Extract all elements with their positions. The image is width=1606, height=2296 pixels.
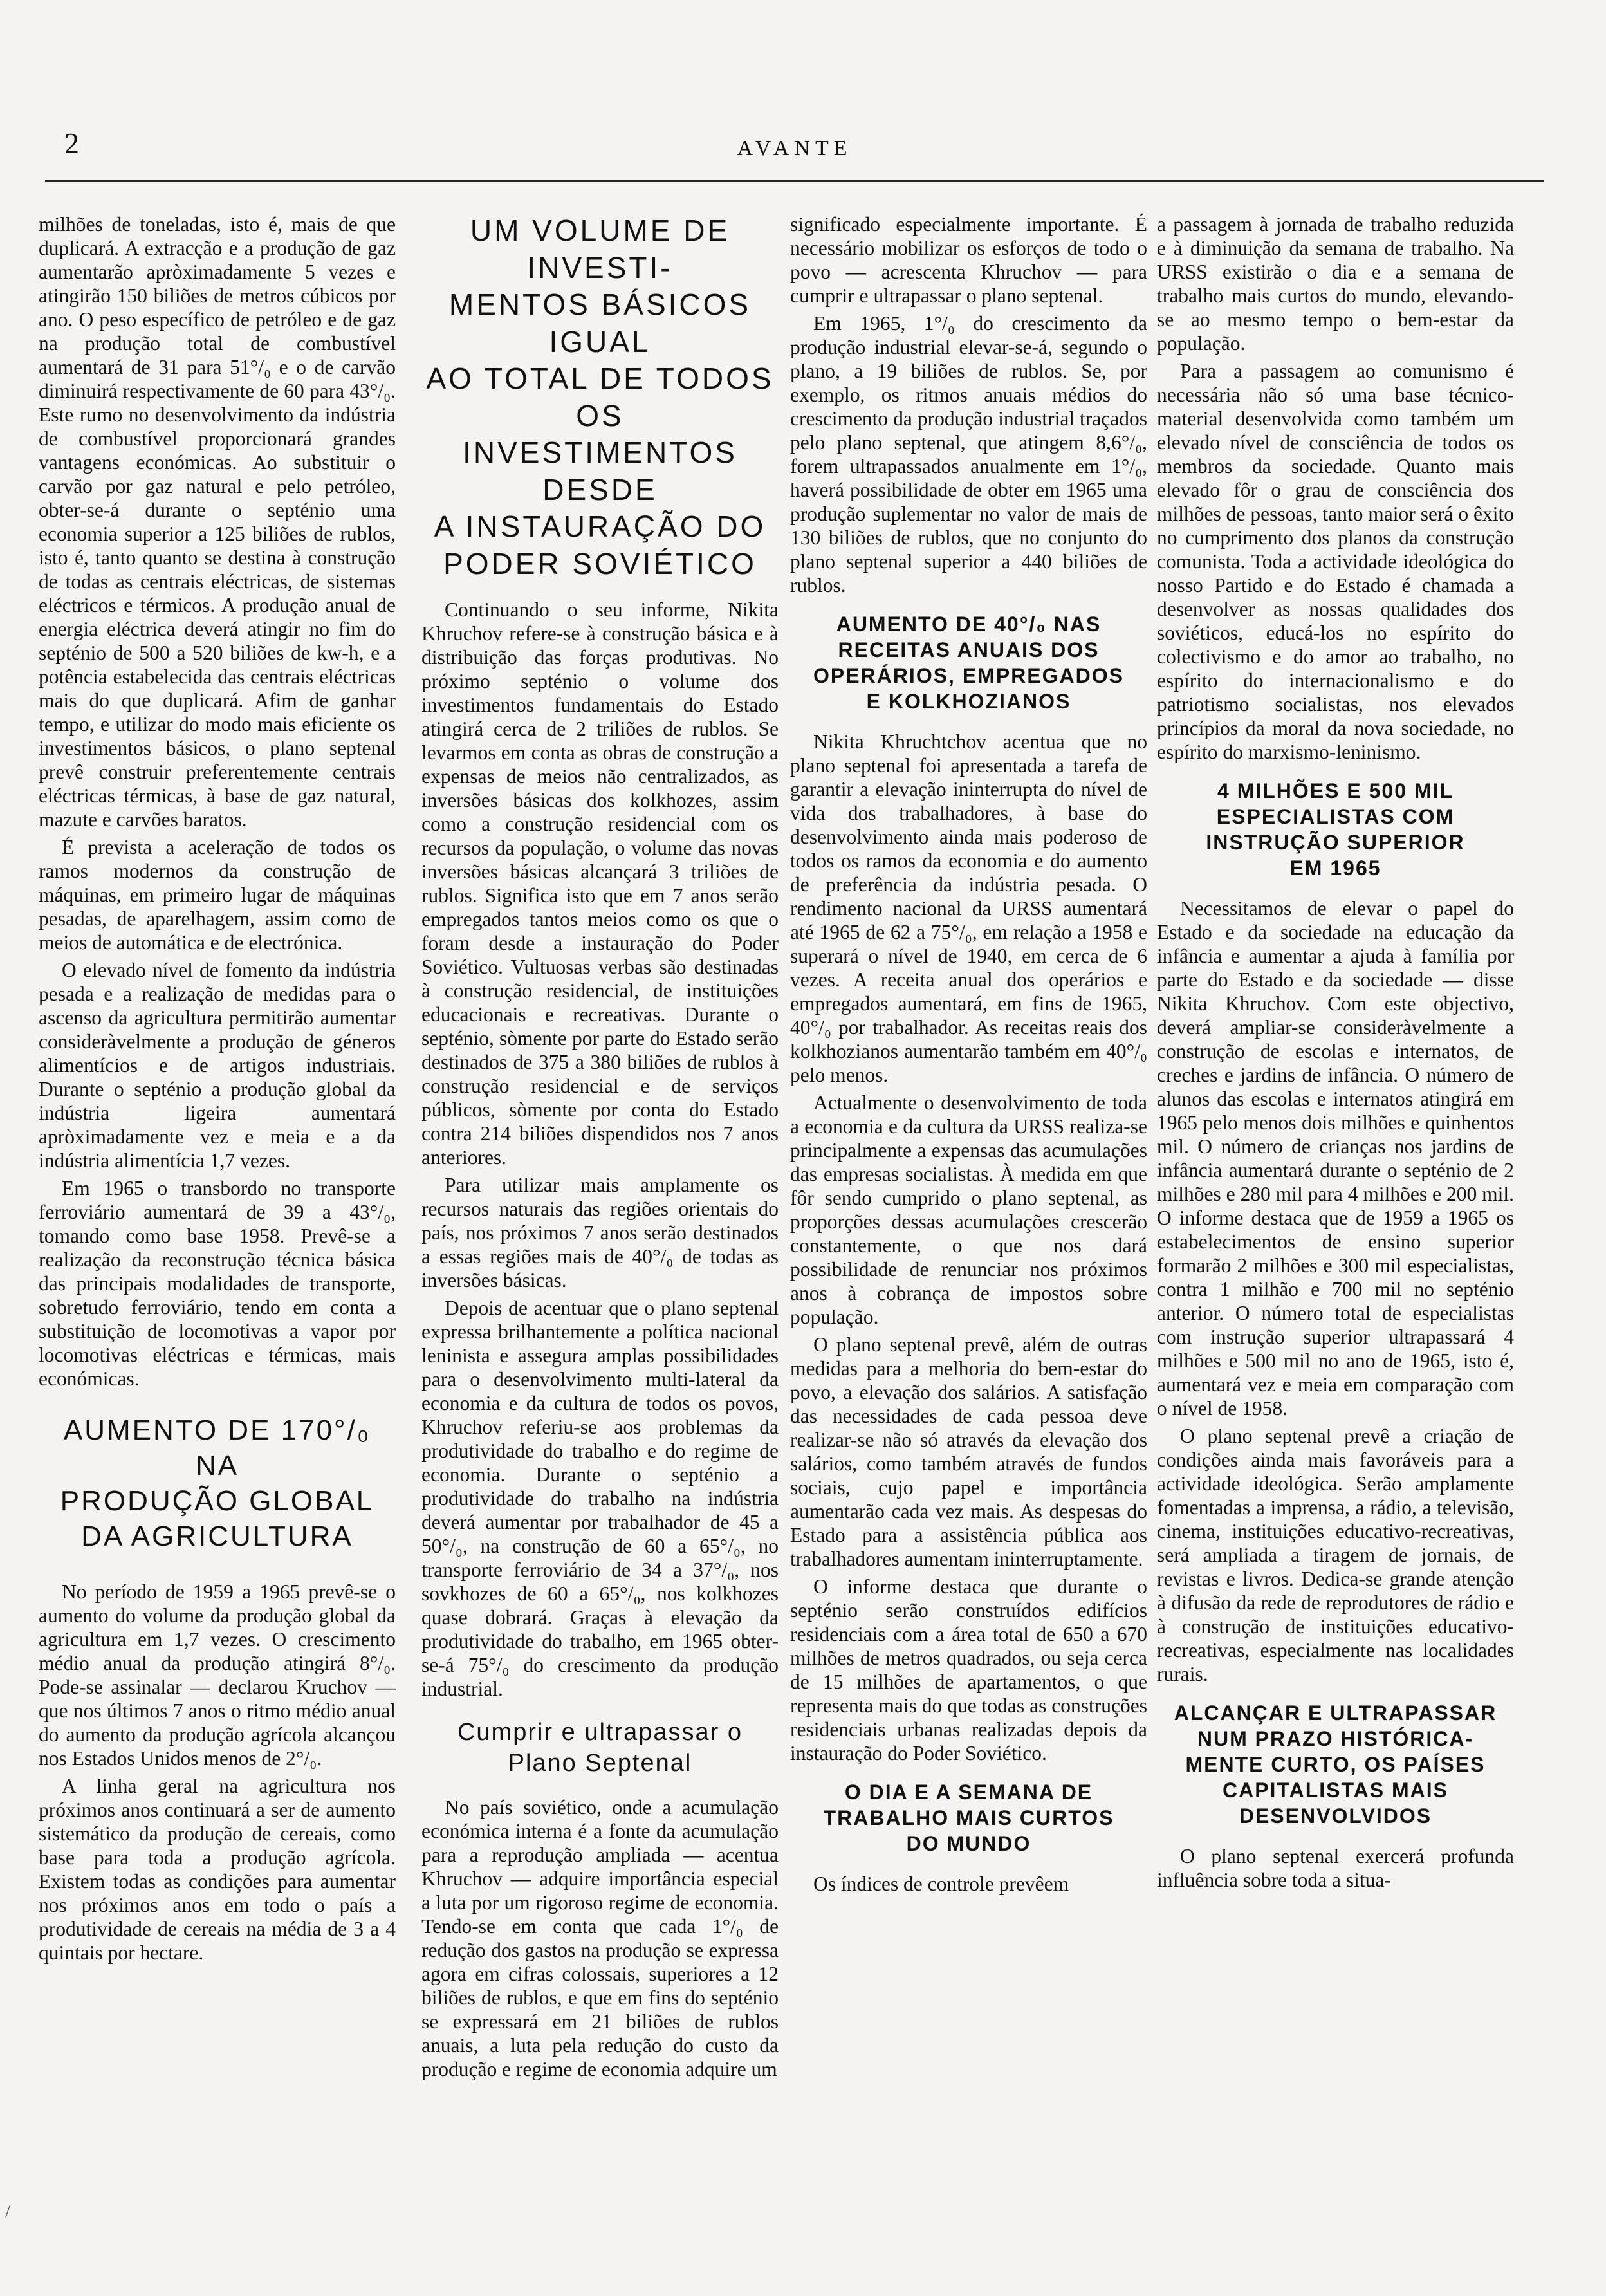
heading-line: DO MUNDO xyxy=(906,1832,1031,1855)
page-number: 2 xyxy=(64,127,79,160)
heading-line: EM 1965 xyxy=(1289,856,1381,880)
section-heading xyxy=(421,212,779,582)
heading-line: E KOLKHOZIANOS xyxy=(866,690,1071,713)
heading-line: ALCANÇAR E ULTRAPASSAR xyxy=(1174,1701,1497,1725)
paragraph: Para a passagem ao comunismo é necessária não só uma base técnico-material desenvolvida como também um elevado nível de consciência de todos os membros da sociedade. Quanto mais elevado fôr o grau de consciência dos milhões de pessoas, tanto maior será o êxito no cumprimento dos planos da construção comunista. Toda a actividade ideológica do nosso Partido e do Estado é chamada a desenvolver as nossas qualidades dos soviéticos, educá-los no espírito do colectivismo e do amor ao trabalho, no espírito do internacionalismo e do patriotismo socialistas, nos elevados princípios da moral da nova sociedade, no espírito do marxismo-leninismo. xyxy=(1157,360,1514,763)
paragraph: a passagem à jornada de trabalho reduzida e à diminuição da semana de trabalho. Na URSS existirão o dia e a semana de trabalho mais curtos do mundo, elevando-se ao mesmo tempo o bem-estar da população. xyxy=(1157,213,1514,355)
heading-line: TRABALHO MAIS CURTOS xyxy=(823,1806,1114,1829)
margin-mark: / xyxy=(5,2201,11,2222)
heading-line: AO TOTAL DE TODOS OS xyxy=(426,362,774,432)
page-header xyxy=(45,122,1544,182)
paragraph: O plano septenal prevê a criação de condições ainda mais favoráveis para a actividade ideológica. Serão amplamente fomentadas a imprensa, a rádio, a televisão, cinema, instituições educativo-recreativas, será ampliada a tiragem de jornais, de revistas e livros. Dedica-se grande atenção à difusão da rede de reprodutores de rádio e à construção de instituições educativo-recreativas, especialmente nas localidades rurais. xyxy=(1157,1425,1514,1685)
paragraph: No país soviético, onde a acumulação económica interna é a fonte da acumulação para a reprodução ampliada — acentua Khruchov — adquire importância especial a luta por um rigoroso regime de economia. Tendo-se em conta que cada 1°/₀ de redução dos gastos na produção se expressa agora em cifras colossais, superiores a 12 biliões de rublos, e que em fins do septénio se expressará em 21 biliões de rublos anuais, a luta pela redução do custo da produção e regime de economia adquire um xyxy=(421,1796,779,2080)
section-heading xyxy=(421,1717,779,1779)
article-column-2 xyxy=(421,212,779,2265)
paragraph: Depois de acentuar que o plano septenal expressa brilhantemente a política nacional leninista e assegura amplas possibilidades para o desenvolvimento multi-lateral da economia e da cultura de todos os povos, Khruchov referiu-se aos problemas da produtividade do trabalho e do regime de economia. Durante o septénio a produtividade do trabalho na indústria deverá aumentar por trabalhador de 45 a 50°/₀, na construção de 60 a 65°/₀, no transporte ferroviário de 34 a 37°/₀, nos sovkhozes de 60 a 65°/₀, nos kolkhozes quase dobrará. Graças à elevação da produtividade do trabalho, em 1965 obter-se-á 75°/₀ do crescimento da produção industrial. xyxy=(421,1297,779,1700)
heading-line: A INSTAURAÇÃO DO xyxy=(434,510,766,543)
heading-line: UM VOLUME DE INVESTI- xyxy=(470,214,730,284)
section-heading xyxy=(1157,778,1514,881)
paragraph: Em 1965 o transbordo no transporte ferroviário aumentará de 39 a 43°/₀, tomando como base 1958. Prevê-se a realização da reconstrução técnica básica das principais modalidades de transporte, sobretudo ferroviário, tendo em conta a substituição de locomotivas a vapor por locomotivas eléctricas e térmicas, mais económicas. xyxy=(39,1177,396,1390)
heading-line: INVESTIMENTOS DESDE xyxy=(463,436,737,506)
article-column-1 xyxy=(39,212,396,2265)
paragraph: Para utilizar mais amplamente os recursos naturais das regiões orientais do país, nos próximos 7 anos serão destinados a essas regiões mais de 40°/₀ de todas as inversões básicas. xyxy=(421,1174,779,1292)
heading-line: INSTRUÇÃO SUPERIOR xyxy=(1206,831,1465,854)
heading-line: PRODUÇÃO GLOBAL xyxy=(60,1485,374,1517)
heading-line: MENTOS BÁSICOS IGUAL xyxy=(448,288,752,358)
paragraph: significado especialmente importante. É necessário mobilizar os esforços de todo o povo — acrescenta Khruchov — para cumprir e ultrapassar o plano septenal. xyxy=(790,213,1147,307)
paragraph: A linha geral na agricultura nos próximos anos continuará a ser de aumento sistemático da produção de cereais, como base para toda a produção agrícola. Existem todas as condições para aumentar nos próximos anos em todo o país a produtividade de cereais na média de 3 a 4 quintais por hectare. xyxy=(39,1775,396,1964)
paragraph: O plano septenal exercerá profunda influência sobre toda a situa- xyxy=(1157,1845,1514,1891)
heading-line: DESENVOLVIDOS xyxy=(1239,1804,1432,1828)
paragraph: É prevista a aceleração de todos os ramos modernos da construção de máquinas, em primeiro lugar de máquinas pesadas, de aparelhagem, assim como de meios de automática e de electrónica. xyxy=(39,836,396,954)
section-heading xyxy=(790,611,1147,714)
paragraph: Necessitamos de elevar o papel do Estado e da sociedade na educação da infância e aumentar a ajuda à família por parte do Estado e da sociedade — disse Nikita Khruchov. Com este objectivo, deverá ampliar-se consideràvelmente a construção de escolas e internatos, de creches e jardins de infância. O número de alunos das escolas e internatos atingirá em 1965 pelo menos dois milhões e quinhentos mil. O número de crianças nos jardins de infância aumentará durante o septénio de 2 milhões e 280 mil para 4 milhões e 200 mil. O informe destaca que de 1959 a 1965 os estabelecimentos de ensino superior formarão 2 milhões e 300 mil especialistas, contra 1 milhão e 700 mil no septénio anterior. O número total de especialistas com instrução superior ultrapassará 4 milhões e 500 mil no ano de 1965, isto é, aumentará vez e meia em comparação com o nível de 1958. xyxy=(1157,897,1514,1420)
section-heading xyxy=(790,1779,1147,1856)
article-column-3 xyxy=(790,212,1147,2265)
heading-line: ESPECIALISTAS COM xyxy=(1216,805,1455,828)
paragraph: Nikita Khruchtchov acentua que no plano septenal foi apresentada a tarefa de garantir a elevação ininterrupta do nível de vida dos trabalhadores, à base do desenvolvimento ainda mais poderoso de todos os ramos da economia e do aumento de preferência da indústria pesada. O rendimento nacional da URSS aumentará até 1965 de 62 a 75°/₀, em relação a 1958 e superará o nível de 1940, em cerca de 6 vezes. A receita anual dos operários e empregados aumentará, em fins de 1965, 40°/₀ por trabalhador. As receitas reais dos kolkhozianos aumentarão também em 40°/₀ pelo menos. xyxy=(790,730,1147,1086)
paragraph: No período de 1959 a 1965 prevê-se o aumento do volume da produção global da agricultura em 1,7 vezes. O crescimento médio anual da produção atingirá 8°/₀. Pode-se assinalar — declarou Kruchov — que nos últimos 7 anos o ritmo médio anual do aumento da produção agrícola alcançou nos Estados Unidos menos de 2°/₀. xyxy=(39,1580,396,1770)
paragraph: Actualmente o desenvolvimento de toda a economia e da cultura da URSS realiza-se principalmente a expensas das acumulações das empresas socialistas. À medida em que fôr sendo cumprido o plano septenal, as proporções dessas acumulações crescerão constantemente, o que nos dará possibilidade de renunciar nos próximos anos à cobrança de impostos sobre população. xyxy=(790,1091,1147,1328)
heading-line: Cumprir e ultrapassar o xyxy=(457,1719,743,1746)
paragraph: Em 1965, 1°/₀ do crescimento da produção industrial elevar-se-á, segundo o plano, a 19 biliões de rublos. Se, por exemplo, os ritmos anuais médios do crescimento da produção industrial traçados pelo plano septenal, que atingem 8,6°/₀, forem ultrapassados anualmente em 1°/₀, haverá possibilidade de obter em 1965 uma produção suplementar no valor de mais de 130 biliões de rublos, que no conjunto do plano septenal superior a 440 biliões de rublos. xyxy=(790,312,1147,597)
heading-line: OPERÁRIOS, EMPREGADOS xyxy=(813,664,1124,687)
heading-line: NUM PRAZO HISTÓRICA- xyxy=(1197,1727,1474,1750)
article-column-4 xyxy=(1157,212,1514,2265)
paragraph: Os índices de controle prevêem xyxy=(813,1873,1069,1895)
heading-line: DA AGRICULTURA xyxy=(81,1521,353,1552)
heading-line: RECEITAS ANUAIS DOS xyxy=(838,638,1100,662)
paragraph: Continuando o seu informe, Nikita Khruchov refere-se à construção básica e à distribuição das forças produtivas. No próximo septénio o volume dos investimentos fundamentais do Estado atingirá cerca de 2 triliões de rublos. Se levarmos em conta as obras de construção a expensas de meios não centralizados, as inversões básicas dos kolkhozes, assim como a construção residencial com os recursos da população, o volume das novas inversões básicas alcançará 3 triliões de rublos. Significa isto que em 7 anos serão empregados tantos meios como os que o foram desde a instauração do Poder Soviético. Vultuosas verbas são destinadas à construção residencial, de instituições educacionais e recreativas. Durante o septénio, sòmente por parte do Estado serão destinados de 375 a 380 biliões de rublos à construção residencial e de serviços públicos, sòmente por conta do Estado contra 214 biliões dispendidos nos 7 anos anteriores. xyxy=(421,598,779,1169)
section-heading xyxy=(39,1412,396,1554)
heading-line: O DIA E A SEMANA DE xyxy=(844,1781,1093,1804)
paragraph: O plano septenal prevê, além de outras medidas para a melhoria do bem-estar do povo, a elevação dos salários. A satisfação das necessidades de cada pessoa deve realizar-se não só através da elevação dos salários, como também através de fundos sociais, cujo papel e importância aumentarão cada vez mais. As despesas do Estado para a assistência pública aos trabalhadores aumentam ininterruptamente. xyxy=(790,1333,1147,1570)
newspaper-name: AVANTE xyxy=(737,136,853,160)
paragraph: milhões de toneladas, isto é, mais de que duplicará. A extracção e a produção de gaz aumentarão apròximadamente 5 vezes e atingirão 150 biliões de metros cúbicos por ano. O peso específico de petróleo e de gaz na produção total de combustível aumentará de 31 para 51°/₀ e o de carvão diminuirá respectivamente de 60 para 43°/₀. Este rumo no desenvolvimento da indústria de combustível proporcionará grandes vantagens económicas. Ao substituir o carvão por gaz natural e pelo petróleo, obter-se-á durante o septénio uma economia superior a 125 biliões de rublos, isto é, tanto quanto se destina à construção de todas as centrais eléctricas, de sistemas eléctricos e térmicos. A produção anual de energia eléctrica deverá atingir no fim do septénio de 500 a 520 biliões de kw-h, e a potência estabelecida das centrais eléctricas mais do que duplicará. Afim de ganhar tempo, e utilizar do modo mais eficiente os investimentos básicos, o plano septenal prevê construir preferentemente centrais eléctricas térmicas, à base de gaz natural, mazute e carvões baratos. xyxy=(39,213,396,831)
heading-line: 4 MILHÕES E 500 MIL xyxy=(1217,779,1454,802)
heading-line: PODER SOVIÉTICO xyxy=(443,546,757,580)
heading-line: AUMENTO DE 170°/₀ NA xyxy=(63,1414,371,1481)
heading-line: CAPITALISTAS MAIS xyxy=(1222,1779,1449,1802)
paragraph: O informe destaca que durante o septénio serão construídos edifícios residenciais com a área total de 650 a 670 milhões de metros quadrados, ou seja cerca de 15 milhões de apartamentos, o que representa mais do que todas as construções residenciais urbanas realizadas depois da instauração do Poder Soviético. xyxy=(790,1575,1147,1764)
heading-line: Plano Septenal xyxy=(508,1749,692,1777)
heading-line: MENTE CURTO, OS PAÍSES xyxy=(1185,1753,1486,1776)
paragraph: O elevado nível de fomento da indústria pesada e a realização de medidas para o ascenso da agricultura permitirão aumentar consideràvelmente a produção de géneros alimentícios e de artigos industriais. Durante o septénio a produção global da indústria ligeira aumentará apròximadamente vez e meia e a da indústria alimentícia 1,7 vezes. xyxy=(39,959,396,1172)
section-heading xyxy=(1157,1700,1514,1829)
heading-line: AUMENTO DE 40°/₀ NAS xyxy=(836,613,1102,636)
